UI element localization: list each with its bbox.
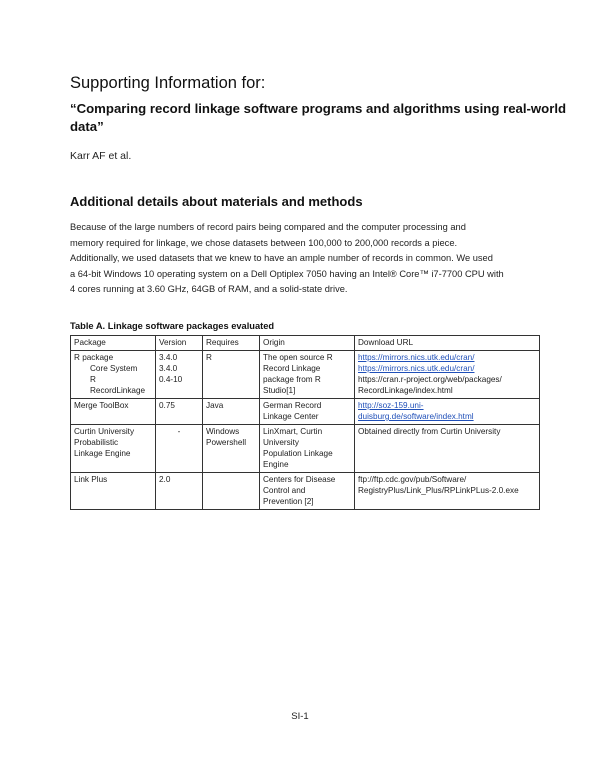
- download-link[interactable]: duisburg.de/software/index.html: [358, 412, 474, 421]
- body-line: 4 cores running at 3.60 GHz, 64GB of RAM, and a solid-state drive.: [70, 284, 348, 294]
- paper-title: [70, 100, 567, 136]
- cell-requires: R: [203, 351, 260, 399]
- cell-package: Merge ToolBox: [71, 399, 156, 425]
- cell-version: 0.75: [156, 399, 203, 425]
- cell-origin: LinXmart, Curtin University Population Linkage Engine: [260, 425, 355, 473]
- cell-download-url: Obtained directly from Curtin University: [355, 425, 540, 473]
- authors: Karr AF et al.: [70, 150, 132, 162]
- table-row: [71, 399, 540, 425]
- page-number: SI-1: [291, 711, 309, 722]
- table-row: [71, 425, 540, 473]
- download-link[interactable]: https://mirrors.nics.utk.edu/cran/: [358, 364, 475, 373]
- table-caption: Table A. Linkage software packages evaluated: [70, 321, 275, 331]
- header-requires: Requires: [203, 336, 260, 351]
- body-line: Additionally, we used datasets that we knew to have an ample number of records in common. We used: [70, 253, 493, 263]
- download-link[interactable]: http://soz-159.uni-: [358, 401, 424, 410]
- cell-version: 3.4.0 3.4.0 0.4-10: [156, 351, 203, 399]
- cell-download-url: [355, 399, 540, 425]
- body-line: Because of the large numbers of record pairs being compared and the computer processing and: [70, 222, 466, 232]
- body-line: memory required for linkage, we chose datasets between 100,000 to 200,000 records a piece.: [70, 237, 458, 248]
- body-line: a 64-bit Windows 10 operating system on a Dell Optiplex 7050 having an Intel® Core™ i7-7700 CPU with: [70, 268, 504, 279]
- supporting-info-heading: Supporting Information for:: [70, 74, 266, 92]
- cell-package: Link Plus: [71, 473, 156, 510]
- header-origin: Origin: [260, 336, 355, 351]
- paper-title-line-2: data”: [70, 119, 104, 134]
- cell-requires: [203, 473, 260, 510]
- cell-download-url: https://mirrors.nics.utk.edu/cran/ https://mirrors.nics.utk.edu/cran/ https://cran.r-project.org/web/packages/ RecordLinkage/index.html: [355, 351, 540, 399]
- table-row: [71, 351, 540, 399]
- body-paragraph: [70, 220, 540, 298]
- cell-package: Curtin University Probabilistic Linkage Engine: [71, 425, 156, 473]
- table-header-row: [71, 336, 540, 351]
- section-title: Additional details about materials and methods: [70, 194, 363, 209]
- header-version: Version: [156, 336, 203, 351]
- cell-version: 2.0: [156, 473, 203, 510]
- header-package: Package: [71, 336, 156, 351]
- header-download-url: Download URL: [355, 336, 540, 351]
- cell-origin: The open source R Record Linkage package from R Studio[1]: [260, 351, 355, 399]
- download-link[interactable]: https://mirrors.nics.utk.edu/cran/: [358, 353, 475, 362]
- table-row: [71, 473, 540, 510]
- cell-download-url: ftp://ftp.cdc.gov/pub/Software/ RegistryPlus/Link_Plus/RPLinkPLus-2.0.exe: [355, 473, 540, 510]
- cell-requires: Windows Powershell: [203, 425, 260, 473]
- software-packages-table: [70, 335, 540, 510]
- cell-origin: German Record Linkage Center: [260, 399, 355, 425]
- cell-origin: Centers for Disease Control and Prevention [2]: [260, 473, 355, 510]
- cell-requires: Java: [203, 399, 260, 425]
- cell-version: -: [156, 425, 203, 473]
- paper-title-line-1: “Comparing record linkage software programs and algorithms using real-world: [70, 101, 567, 116]
- cell-package: R package Core System R RecordLinkage: [71, 351, 156, 399]
